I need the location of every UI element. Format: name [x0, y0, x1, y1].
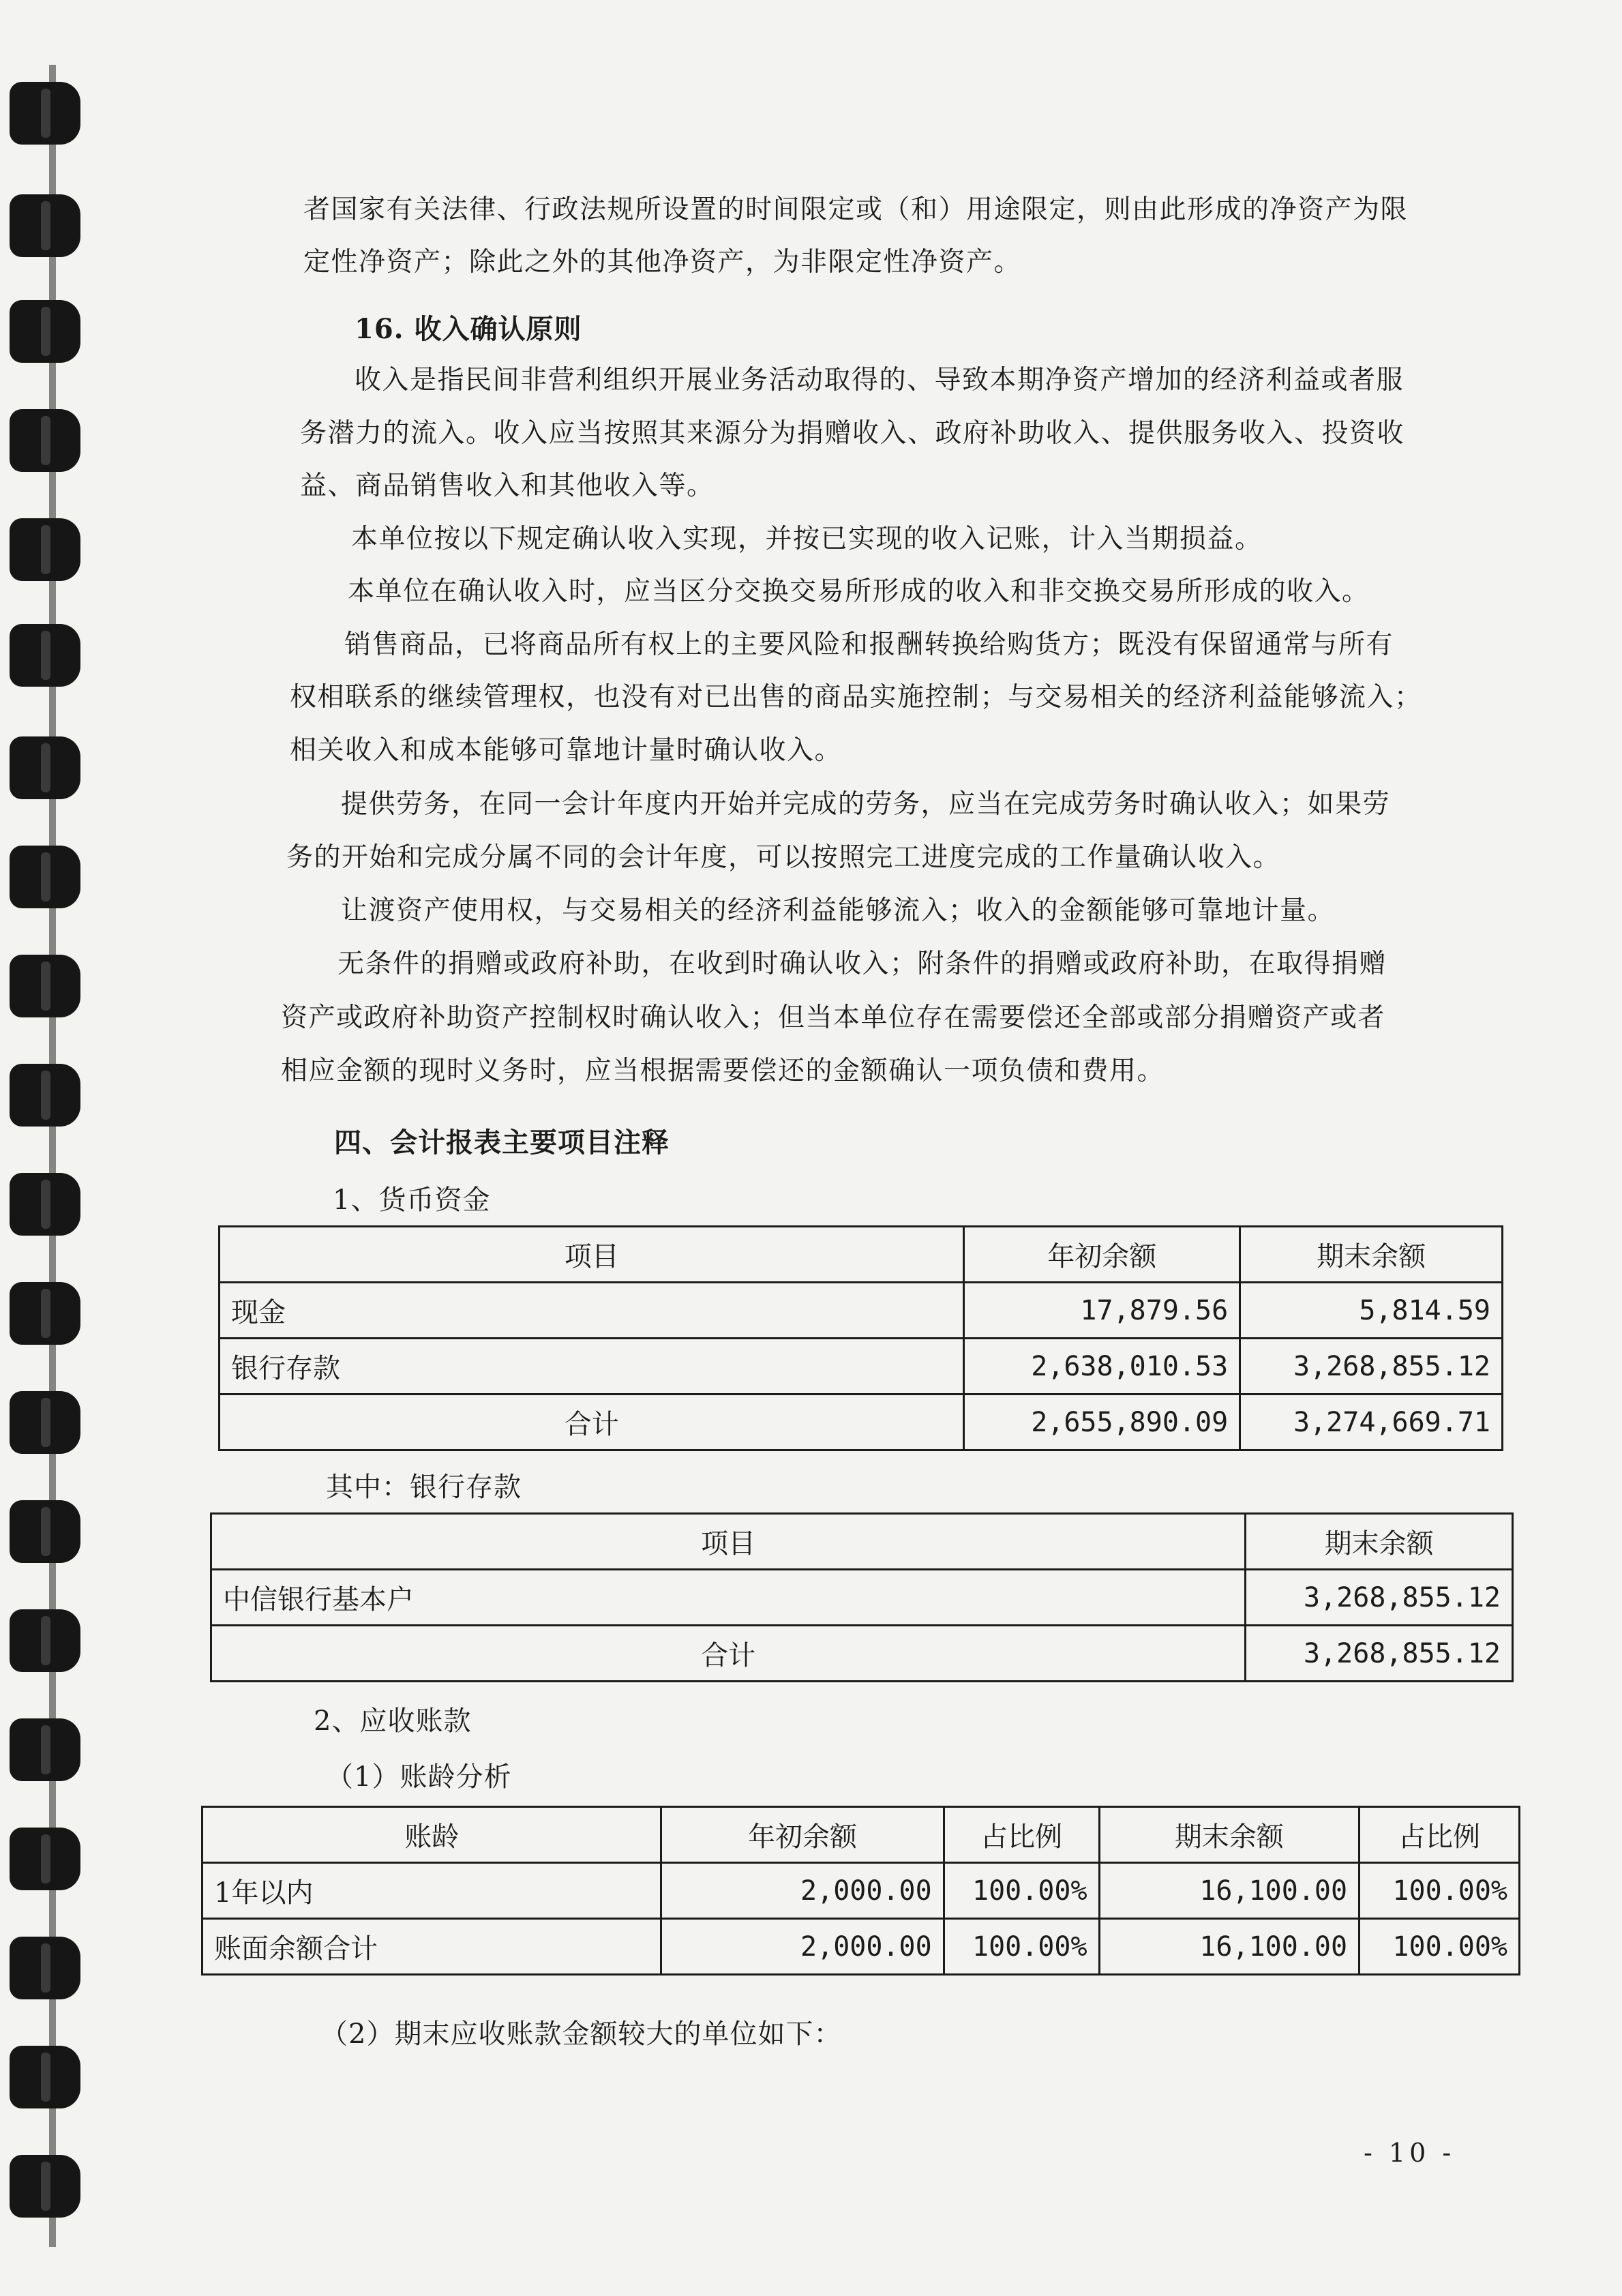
binding-ring	[10, 1937, 80, 1999]
binding-ring	[10, 1064, 80, 1127]
header-cell: 占比例	[944, 1807, 1099, 1863]
header-cell: 年初余额	[661, 1807, 944, 1863]
ratio-cell: 100.00%	[1360, 1863, 1520, 1919]
binding-ring	[10, 624, 80, 687]
paragraph-line: 益、商品销售收入和其他收入等。	[300, 471, 715, 501]
closing-balance-cell: 5,814.59	[1240, 1283, 1503, 1339]
table-row	[202, 1863, 1520, 1919]
paragraph-line: 务潜力的流入。收入应当按照其来源分为捐赠收入、政府补助收入、提供服务收入、投资收	[300, 418, 1405, 449]
table-header-row	[202, 1807, 1520, 1863]
table-title: 1、货币资金	[333, 1184, 491, 1216]
paragraph-line: 无条件的捐赠或政府补助，在收到时确认收入；附条件的捐赠或政府补助，在取得捐赠	[337, 949, 1387, 979]
table-row	[202, 1919, 1520, 1975]
binding-ring	[10, 300, 80, 363]
binding-ring	[10, 2046, 80, 2108]
table-row	[220, 1339, 1503, 1395]
binding-spine	[49, 65, 56, 2247]
binding-ring	[10, 194, 80, 257]
binding-ring	[10, 1391, 80, 1454]
binding-ring	[10, 846, 80, 908]
paragraph-line: 者国家有关法律、行政法规所设置的时间限定或（和）用途限定，则由此形成的净资产为限	[303, 194, 1409, 225]
item-cell: 现金	[220, 1283, 964, 1339]
aging-cell: 1年以内	[202, 1863, 661, 1919]
ratio-cell: 100.00%	[944, 1919, 1099, 1975]
total-label-cell: 合计	[211, 1626, 1246, 1682]
paragraph-line: 务的开始和完成分属不同的会计年度，可以按照完工进度完成的工作量确认收入。	[286, 842, 1281, 873]
paragraph-line: 定性净资产；除此之外的其他净资产，为非限定性净资产。	[303, 247, 1022, 278]
cash-table	[218, 1225, 1503, 1451]
binding-ring	[10, 1718, 80, 1781]
ratio-cell: 100.00%	[944, 1863, 1099, 1919]
header-cell: 占比例	[1360, 1807, 1520, 1863]
binding-ring	[10, 1828, 80, 1890]
bank-deposit-table	[210, 1512, 1514, 1682]
page-number: - 10 -	[1364, 2138, 1456, 2168]
closing-balance-cell: 3,274,669.71	[1240, 1395, 1503, 1450]
table-title: 2、应收账款	[314, 1705, 472, 1737]
closing-balance-cell: 3,268,855.12	[1240, 1339, 1503, 1395]
item-cell: 中信银行基本户	[211, 1570, 1246, 1626]
section-heading: 四、会计报表主要项目注释	[334, 1127, 670, 1159]
paragraph-line: 相关收入和成本能够可靠地计量时确认收入。	[290, 735, 843, 766]
opening-balance-cell: 17,879.56	[964, 1283, 1240, 1339]
binding-ring	[10, 1500, 80, 1563]
table-subtitle: （1）账龄分析	[326, 1761, 512, 1793]
closing-balance-cell: 3,268,855.12	[1246, 1570, 1513, 1626]
binding-ring	[10, 518, 80, 581]
table-header-row	[220, 1227, 1503, 1283]
binding-ring	[10, 955, 80, 1017]
paragraph-line: 提供劳务，在同一会计年度内开始并完成的劳务，应当在完成劳务时确认收入；如果劳	[341, 789, 1391, 820]
opening-balance-cell: 2,638,010.53	[964, 1339, 1240, 1395]
section-heading: 16. 收入确认原则	[355, 313, 582, 345]
header-cell: 期末余额	[1099, 1807, 1359, 1863]
table-row	[211, 1626, 1513, 1682]
table-row	[220, 1283, 1503, 1339]
header-cell: 账龄	[202, 1807, 661, 1863]
table-row	[211, 1570, 1513, 1626]
item-cell: 银行存款	[220, 1339, 964, 1395]
closing-balance-cell: 16,100.00	[1099, 1863, 1359, 1919]
aging-table	[201, 1806, 1520, 1976]
header-cell: 项目	[220, 1227, 964, 1283]
paragraph-line: 权相联系的继续管理权，也没有对已出售的商品实施控制；与交易相关的经济利益能够流入；	[290, 682, 1422, 713]
paragraph-line: 销售商品，已将商品所有权上的主要风险和报酬转换给购货方；既没有保留通常与所有	[344, 629, 1394, 660]
opening-balance-cell: 2,655,890.09	[964, 1395, 1240, 1450]
header-cell: 期末余额	[1240, 1227, 1503, 1283]
ratio-cell: 100.00%	[1360, 1919, 1520, 1975]
paragraph-line: 相应金额的现时义务时，应当根据需要偿还的金额确认一项负债和费用。	[281, 1056, 1165, 1086]
binding-ring	[10, 1282, 80, 1345]
binding-ring	[10, 1173, 80, 1236]
binding-ring	[10, 2155, 80, 2218]
binding-strip	[0, 0, 89, 2296]
table-row	[220, 1395, 1503, 1450]
binding-ring	[10, 409, 80, 472]
binding-ring	[10, 82, 80, 145]
paragraph-line: 让渡资产使用权，与交易相关的经济利益能够流入；收入的金额能够可靠地计量。	[341, 895, 1336, 926]
table-title: 其中：银行存款	[326, 1472, 522, 1503]
total-label-cell: 合计	[220, 1395, 964, 1450]
header-cell: 期末余额	[1246, 1514, 1513, 1570]
binding-ring	[10, 736, 80, 799]
paragraph-line: 本单位按以下规定确认收入实现，并按已实现的收入记账，计入当期损益。	[351, 524, 1263, 554]
paragraph-line: 资产或政府补助资产控制权时确认收入；但当本单位存在需要偿还全部或部分捐赠资产或者	[281, 1002, 1386, 1033]
binding-ring	[10, 1609, 80, 1672]
header-cell: 项目	[211, 1514, 1246, 1570]
paragraph-line: 本单位在确认收入时，应当区分交换交易所形成的收入和非交换交易所形成的收入。	[348, 576, 1370, 607]
opening-balance-cell: 2,000.00	[661, 1919, 944, 1975]
table-header-row	[211, 1514, 1513, 1570]
paragraph-line: 收入是指民间非营利组织开展业务活动取得的、导致本期净资产增加的经济利益或者服	[355, 365, 1405, 396]
table-subtitle: （2）期末应收账款金额较大的单位如下：	[320, 2018, 842, 2050]
header-cell: 年初余额	[964, 1227, 1240, 1283]
opening-balance-cell: 2,000.00	[661, 1863, 944, 1919]
closing-balance-cell: 3,268,855.12	[1246, 1626, 1513, 1682]
closing-balance-cell: 16,100.00	[1099, 1919, 1359, 1975]
aging-cell: 账面余额合计	[202, 1919, 661, 1975]
